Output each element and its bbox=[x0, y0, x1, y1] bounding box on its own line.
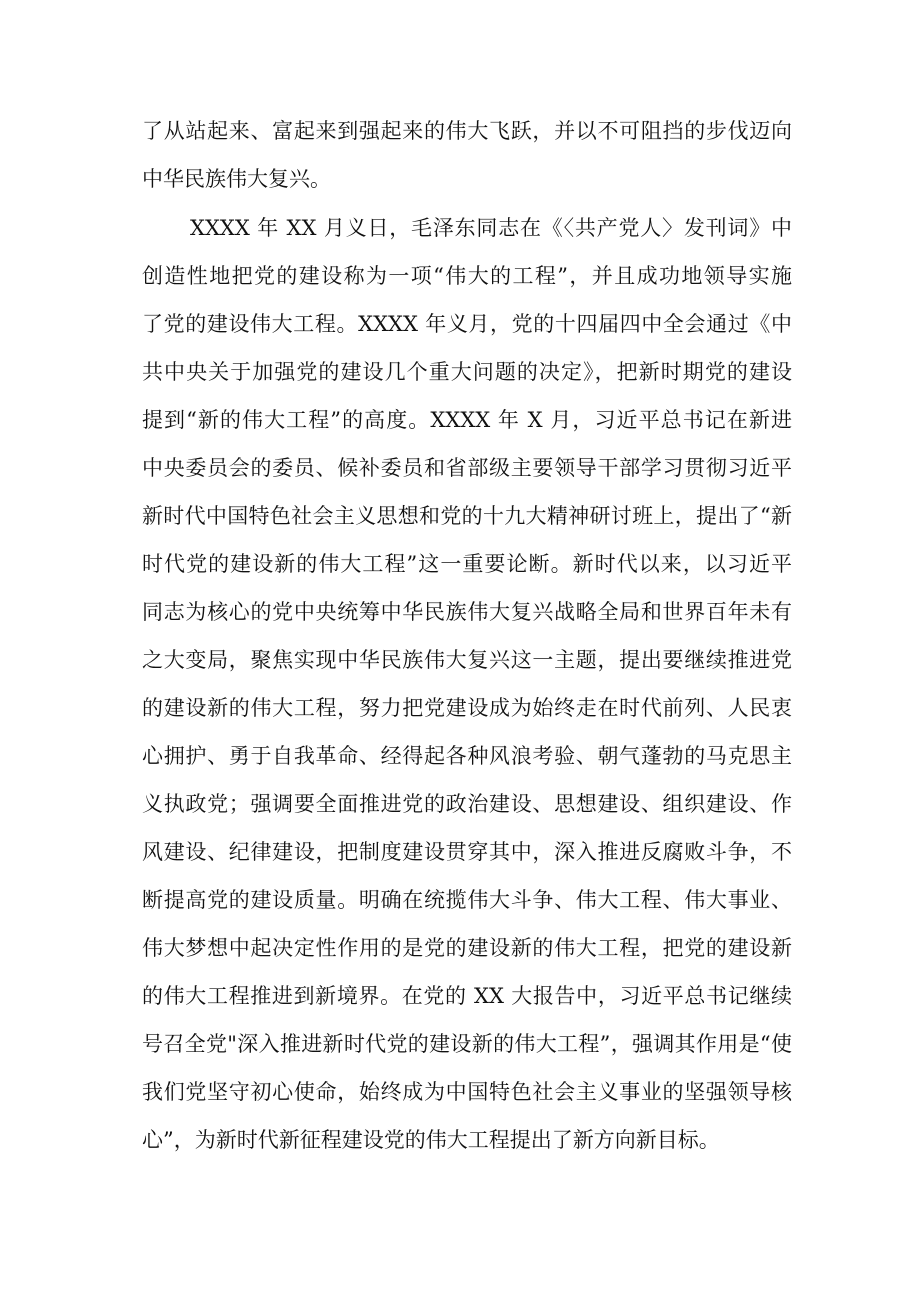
paragraph-line: 的伟大工程推进到新境界。在党的 XX 大报告中，习近平总书记继续 bbox=[142, 984, 792, 1008]
paragraph-line: 了从站起来、富起来到强起来的伟大飞跃，并以不可阻挡的步伐迈向 bbox=[142, 119, 792, 143]
paragraph-line: 之大变局，聚焦实现中华民族伟大复兴这一主题，提出要继续推进党 bbox=[142, 648, 792, 672]
paragraph-line: 新时代中国特色社会主义思想和党的十九大精神研讨班上，提出了“新 bbox=[142, 504, 792, 528]
paragraph-line: 心拥护、勇于自我革命、经得起各种风浪考验、朝气蓬勃的马克思主 bbox=[142, 744, 792, 768]
paragraph-line: 创造性地把党的建设称为一项“伟大的工程”，并且成功地领导实施 bbox=[142, 264, 792, 288]
paragraph-line: 时代党的建设新的伟大工程”这一重要论断。新时代以来，以习近平 bbox=[142, 552, 792, 576]
paragraph-line: 提到“新的伟大工程”的高度。XXXX 年 X 月，习近平总书记在新进 bbox=[142, 408, 792, 432]
paragraph-line: 中央委员会的委员、候补委员和省部级主要领导干部学习贯彻习近平 bbox=[142, 456, 792, 480]
paragraph-line: 共中央关于加强党的建设几个重大问题的决定》，把新时期党的建设 bbox=[142, 360, 792, 384]
paragraph-line: 的建设新的伟大工程，努力把党建设成为始终走在时代前列、人民衷 bbox=[142, 696, 792, 720]
paragraph-line: 我们党坚守初心使命，始终成为中国特色社会主义事业的坚强领导核 bbox=[142, 1080, 792, 1104]
paragraph-line: 风建设、纪律建设，把制度建设贯穿其中，深入推进反腐败斗争，不 bbox=[142, 840, 792, 864]
paragraph-line: 断提高党的建设质量。明确在统揽伟大斗争、伟大工程、伟大事业、 bbox=[142, 888, 792, 912]
paragraph-line: 了党的建设伟大工程。XXXX 年义月，党的十四届四中全会通过《中 bbox=[142, 312, 792, 336]
paragraph-line: 义执政党；强调要全面推进党的政治建设、思想建设、组织建设、作 bbox=[142, 792, 792, 816]
paragraph-line: 同志为核心的党中央统筹中华民族伟大复兴战略全局和世界百年未有 bbox=[142, 600, 792, 624]
paragraph-line: 伟大梦想中起决定性作用的是党的建设新的伟大工程，把党的建设新 bbox=[142, 936, 792, 960]
paragraph-line: 中华民族伟大复兴。 bbox=[142, 167, 331, 191]
paragraph-line: XXXX 年 XX 月义日，毛泽东同志在《〈共产党人〉发刊词》中 bbox=[190, 216, 792, 240]
paragraph-line: 号召全党"深入推进新时代党的建设新的伟大工程”，强调其作用是“使 bbox=[142, 1032, 792, 1056]
paragraph-line: 心”，为新时代新征程建设党的伟大工程提出了新方向新目标。 bbox=[142, 1128, 720, 1152]
